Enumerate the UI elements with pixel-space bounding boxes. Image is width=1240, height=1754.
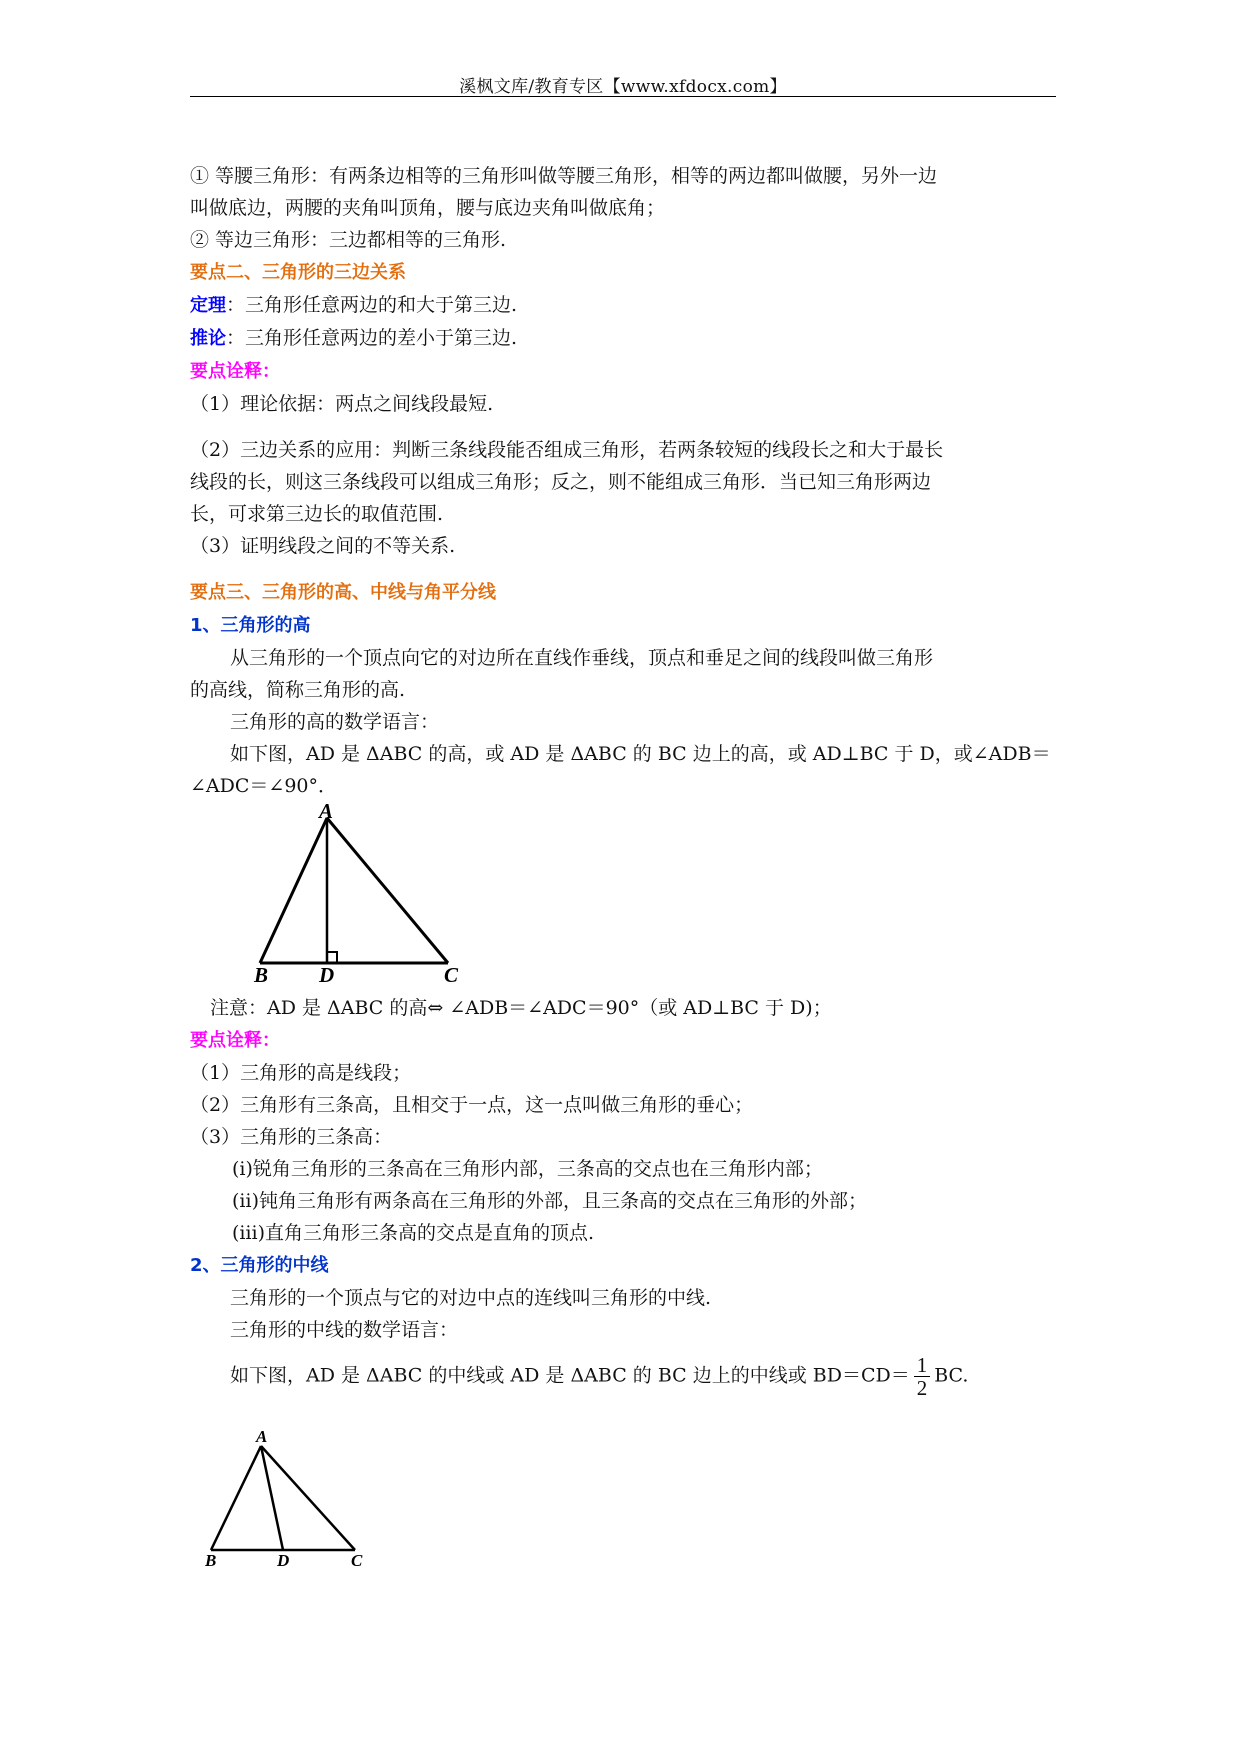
median-example-tail: BC. bbox=[934, 1364, 969, 1387]
label-b: B bbox=[254, 963, 269, 985]
sec2-note-2-line2: 线段的长，则这三条线段可以组成三角形；反之，则不能组成三角形．当已知三角形两边 bbox=[190, 471, 932, 493]
median-language: 三角形的中线的数学语言： bbox=[230, 1319, 459, 1341]
altitude-definition-line1: 从三角形的一个顶点向它的对边所在直线作垂线，顶点和垂足之间的线段叫做三角形 bbox=[230, 647, 934, 669]
altitude-note-2: （2）三角形有三条高，且相交于一点，这一点叫做三角形的垂心； bbox=[190, 1094, 754, 1116]
subsection-median-title: 2、三角形的中线 bbox=[190, 1255, 329, 1276]
corollary-label: 推论 bbox=[190, 328, 226, 349]
median-definition: 三角形的一个顶点与它的对边中点的连线叫三角形的中线. bbox=[230, 1287, 712, 1309]
note-title-2: 要点诠释： bbox=[190, 1030, 280, 1051]
median-example bbox=[190, 1354, 1052, 1399]
altitude-notice: 注意：AD 是 ΔABC 的高⇔ ∠ADB＝∠ADC＝90°（或 AD⊥BC 于 D)； bbox=[210, 997, 832, 1019]
page-header: 溪枫文库/教育专区【www.xfdocx.com】 bbox=[459, 77, 787, 97]
altitude-note-3: （3）三角形的三条高： bbox=[190, 1126, 393, 1148]
def-isosceles-line2: 叫做底边，两腰的夹角叫顶角，腰与底边夹角叫做底角； bbox=[190, 197, 666, 219]
segment-ab bbox=[260, 818, 327, 963]
altitude-note-1: （1）三角形的高是线段； bbox=[190, 1062, 412, 1084]
sec2-note-3: （3）证明线段之间的不等关系. bbox=[190, 535, 456, 557]
theorem bbox=[190, 289, 1052, 322]
note-title-1: 要点诠释： bbox=[190, 361, 280, 382]
altitude-note-3-ii: (ⅱ)钝角三角形有两条高在三角形的外部，且三条高的交点在三角形的外部； bbox=[232, 1190, 867, 1212]
label-c: C bbox=[351, 1551, 363, 1569]
section-2-title: 要点二、三角形的三边关系 bbox=[190, 262, 406, 283]
fraction-one-half bbox=[914, 1354, 931, 1399]
def-isosceles-line1: ① 等腰三角形：有两条边相等的三角形叫做等腰三角形，相等的两边都叫做腰，另外一边 bbox=[190, 165, 938, 187]
section-3-title: 要点三、三角形的高、中线与角平分线 bbox=[190, 582, 496, 603]
segment-ac bbox=[327, 818, 448, 963]
def-equilateral: ② 等边三角形：三边都相等的三角形. bbox=[190, 229, 507, 251]
theorem-text: ：三角形任意两边的和大于第三边. bbox=[226, 294, 518, 316]
sec2-note-1: （1）理论依据：两点之间线段最短. bbox=[190, 393, 494, 415]
altitude-language: 三角形的高的数学语言： bbox=[230, 711, 440, 733]
altitude-example-line2: ∠ADC＝∠90°． bbox=[190, 775, 338, 797]
theorem-label: 定理 bbox=[190, 295, 226, 316]
segment-ac bbox=[261, 1446, 355, 1550]
fraction-numerator: 1 bbox=[914, 1354, 931, 1377]
fraction-denominator: 2 bbox=[916, 1376, 928, 1400]
label-b: B bbox=[205, 1551, 217, 1569]
sec2-note-2-line1: （2）三边关系的应用：判断三条线段能否组成三角形，若两条较短的线段长之和大于最长 bbox=[190, 439, 944, 461]
corollary bbox=[190, 322, 1052, 355]
label-d: D bbox=[319, 963, 335, 985]
median-example-text: 如下图，AD 是 ΔABC 的中线或 AD 是 ΔABC 的 BC 边上的中线或 BD＝CD＝ bbox=[230, 1364, 910, 1387]
sec2-note-2-line3: 长，可求第三边长的取值范围. bbox=[190, 503, 444, 525]
corollary-text: ：三角形任意两边的差小于第三边. bbox=[226, 327, 518, 349]
subsection-altitude-title: 1、三角形的高 bbox=[190, 615, 311, 636]
altitude-note-3-iii: (ⅲ)直角三角形三条高的交点是直角的顶点. bbox=[232, 1222, 595, 1244]
altitude-definition-line2: 的高线，简称三角形的高. bbox=[190, 679, 406, 701]
document-body bbox=[190, 160, 1052, 1399]
altitude-triangle-figure bbox=[252, 800, 482, 985]
median-ad bbox=[261, 1446, 283, 1550]
header-rule bbox=[190, 96, 1056, 97]
label-c: C bbox=[444, 963, 459, 985]
right-angle-mark bbox=[327, 952, 337, 963]
median-triangle-figure bbox=[205, 1424, 375, 1569]
altitude-note-3-i: (ⅰ)锐角三角形的三条高在三角形内部，三条高的交点也在三角形内部； bbox=[232, 1158, 823, 1180]
segment-ab bbox=[211, 1446, 261, 1550]
label-a: A bbox=[256, 1427, 268, 1446]
altitude-example-line1: 如下图，AD 是 ΔABC 的高，或 AD 是 ΔABC 的 BC 边上的高，或 AD⊥BC 于 D，或∠ADB＝ bbox=[230, 743, 1051, 765]
label-d: D bbox=[277, 1551, 290, 1569]
label-a: A bbox=[319, 800, 334, 823]
